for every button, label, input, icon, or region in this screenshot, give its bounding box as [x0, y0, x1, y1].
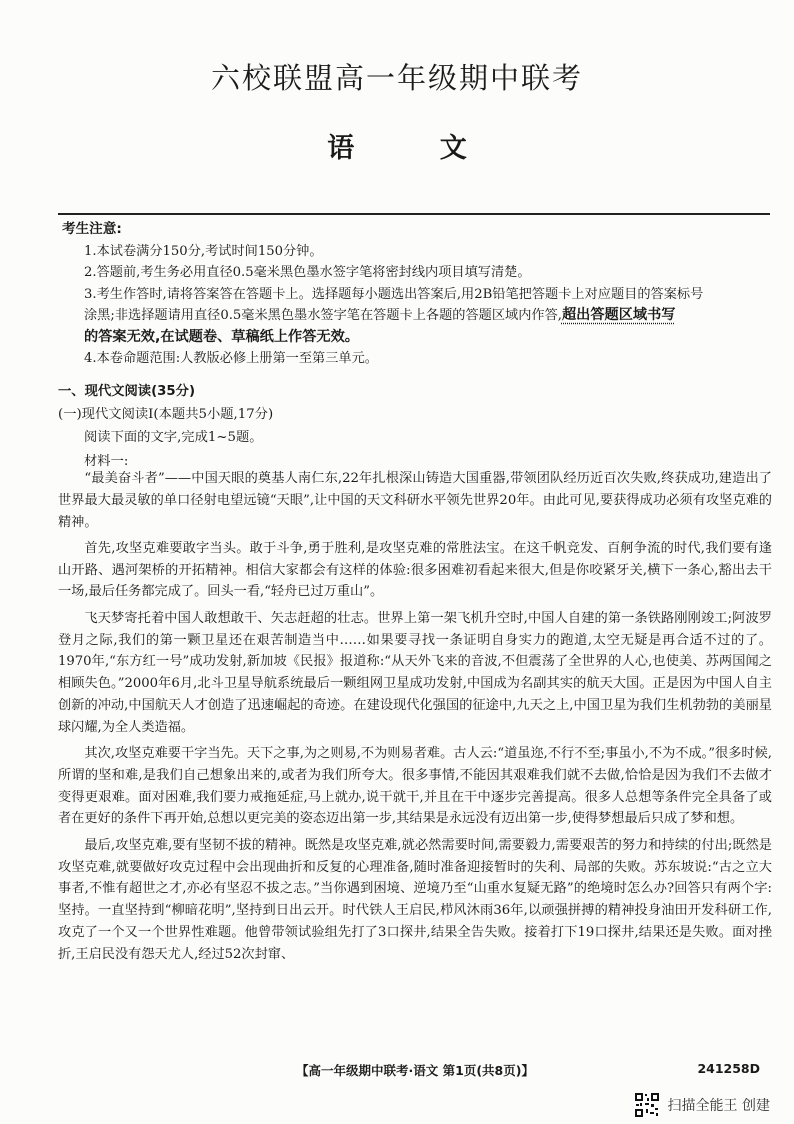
notice-line-6: 4.本卷命题范围:人教版必修上册第一至第三单元。: [84, 351, 378, 366]
notice-line-3: 3.考生作答时,请将答案答在答题卡上。选择题每小题选出答案后,用2B铅笔把答题卡上对应题目的答案标号: [84, 286, 704, 302]
qr-code-icon: [634, 1092, 660, 1118]
subsection-heading: (一)现代文阅读Ⅰ(本题共5小题,17分): [58, 407, 274, 422]
passage-paragraph: 其次,攻坚克难要干字当先。天下之事,为之则易,不为则易者难。古人云:“道虽迩,不行不至;事虽小,不为不成。”很多时候,所谓的坚和难,是我们自己想象出来的,或者为我们所夸大。很多事情,不能因其艰难我们就不去做,恰恰是因为我们不去做才变得更艰难。面对困难,我们要力戒拖延症,马上就办,说干就干,并且在干中逐步完善提高。很多人总想等条件完全具备了或者在更好的条件下再开始,总想以更完美的姿态迈出第一步,其结果是永远没有迈出第一步,使得梦想最后只成了梦和想。: [58, 746, 772, 827]
notice-emphasis-1: 超出答题区域书写: [561, 307, 676, 323]
passage-paragraph: “最美奋斗者”——中国天眼的奠基人南仁东,22年扎根深山铸造大国重器,带领团队经历近百次失败,终获成功,建造出了世界最大最灵敏的单口径射电望远镜“天眼”,让中国的天文科研水平领先世界20年。由此可见,要获得成功必须有攻坚克难的精神。: [58, 471, 772, 530]
notice-line-4: [62, 305, 772, 327]
notice-line-2: 2.答题前,考生务必用直径0.5毫米黑色墨水签字笔将密封线内项目填写清楚。: [84, 265, 531, 280]
notice-heading: 考生注意:: [62, 221, 122, 237]
notice-emphasis-2: 的答案无效,在试题卷、草稿纸上作答无效。: [84, 328, 359, 345]
passage-paragraph: 最后,攻坚克难,要有坚韧不拔的精神。既然是攻坚克难,就必然需要时间,需要毅力,需要艰苦的努力和持续的付出;既然是攻坚克难,就要做好攻克过程中会出现曲折和反复的心理准备,随时准备迎接暂时的失利、局部的失败。苏东坡说:“古之立大事者,不惟有超世之才,亦必有坚忍不拔之志。”当你遇到困境、逆境乃至“山重水复疑无路”的绝境时怎么办?回答只有两个字:坚持。一直坚持到“柳暗花明”,坚持到日出云开。时代铁人王启民,栉风沐雨36年,以顽强拼搏的精神投身油田开发科研工作,攻克了一个又一个世界性难题。他曾带领试验组先打了3口探井,结果全告失败。接着打下19口探井,结果还是失败。面对挫折,王启民没有怨天尤人,经过52次封窜、: [58, 837, 772, 962]
scanner-watermark: [634, 1091, 770, 1119]
passage-paragraph: 首先,攻坚克难要敢字当头。敢于斗争,勇于胜利,是攻坚克难的常胜法宝。在这千帆竞发、百舸争流的时代,我们要有逢山开路、遇河架桥的开拓精神。相信大家都会有这样的体验:很多困难初看起来很大,但是你咬紧牙关,横下一条心,豁出去干一场,最后任务都完成了。回头一看,“轻舟已过万重山”。: [58, 540, 772, 600]
notice-line-1: 1.本试卷满分150分,考试时间150分钟。: [84, 243, 323, 259]
notice-line-4a: 涂黑;非选择题请用直径0.5毫米黑色墨水签字笔在答题卡上各题的答题区域内作答,: [84, 308, 562, 323]
footer-exam-code: 241258D: [697, 1061, 760, 1076]
subject-title: 语 文: [327, 133, 505, 164]
reading-passage: [58, 468, 772, 970]
header-divider: [58, 213, 770, 215]
watermark-text: 扫描全能王 创建: [667, 1098, 770, 1114]
reading-instruction: 阅读下面的文字,完成1~5题。: [84, 430, 263, 445]
passage-paragraph: 飞天梦寄托着中国人敢想敢干、矢志赶超的壮志。世界上第一架飞机升空时,中国人自建的第一条铁路刚刚竣工;阿波罗登月之际,我们的第一颗卫星还在艰苦制造当中……如果要寻找一条证明自身实力的跑道,太空无疑是再合适不过的了。1970年,“东方红一号”成功发射,新加坡《民报》报道称:“从天外飞来的音波,不但震荡了全世界的人心,也使美、苏两国闻之相顾失色。”2000年6月,北斗卫星导航系统最后一颗组网卫星成功发射,中国成为名副其实的航天大国。正是因为中国人自主创新的冲动,中国航天人才创造了迅速崛起的奇迹。在建设现代化强国的征途中,九天之上,中国卫星为我们生机勃勃的美丽星球闪耀,为全人类造福。: [58, 610, 772, 735]
page-title: 六校联盟高一年级期中联考: [210, 61, 583, 95]
section-heading: 一、现代文阅读(35分): [58, 384, 196, 399]
exam-notice: [62, 219, 772, 370]
material-label: 材料一:: [84, 454, 129, 469]
footer-page-label: 【高一年级期中联考·语文 第1页(共8页)】: [296, 1063, 534, 1078]
